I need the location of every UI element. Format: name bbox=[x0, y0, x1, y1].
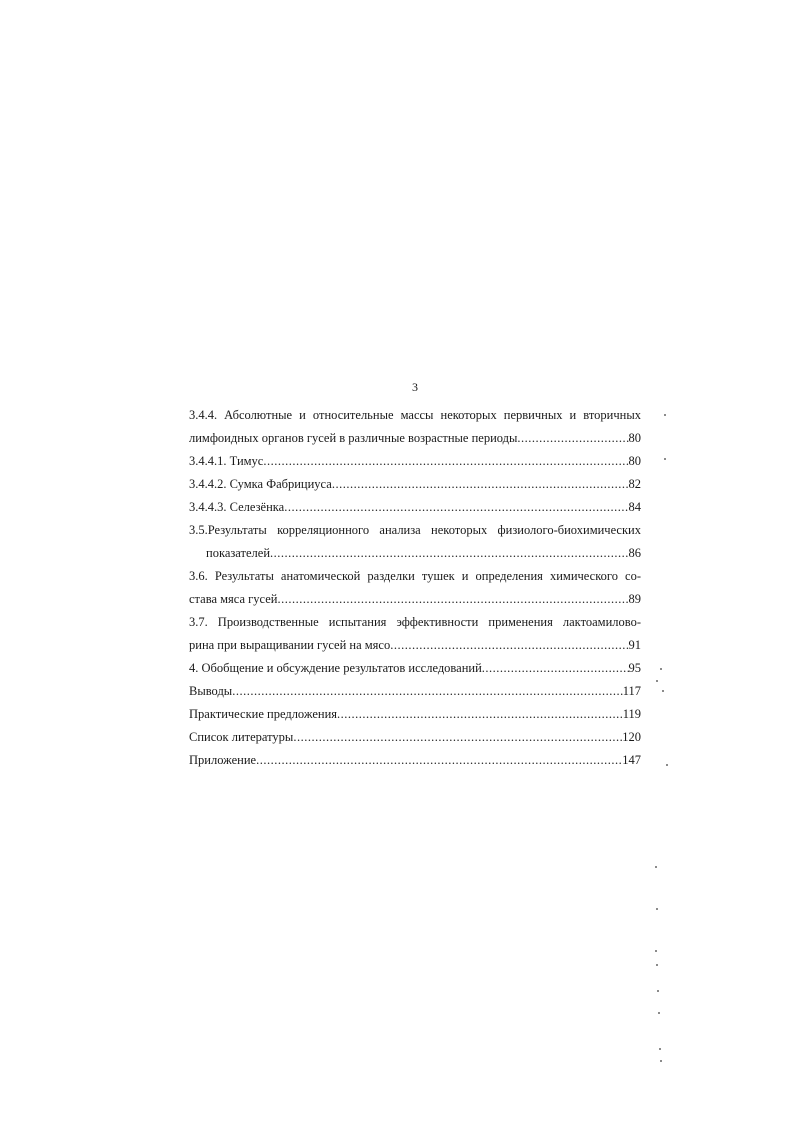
scan-speck bbox=[655, 866, 657, 868]
toc-entry-text: Практические предложения bbox=[189, 707, 338, 721]
toc-entry-3-4-4-line2 bbox=[189, 427, 641, 450]
scan-speck bbox=[658, 1012, 660, 1014]
leader-dots bbox=[284, 496, 628, 519]
toc-entry-3-6-line2 bbox=[189, 588, 641, 611]
toc-entry-3-7-line1 bbox=[189, 611, 641, 634]
scan-speck bbox=[662, 690, 664, 692]
toc-entry-text: 3.4.4.2. Сумка Фабрициуса bbox=[189, 477, 332, 491]
page-number: 3 bbox=[412, 380, 418, 394]
toc-entry-3-5-line2 bbox=[189, 542, 641, 565]
toc-entry-text: Выводы bbox=[189, 684, 233, 698]
leader-dots bbox=[390, 634, 628, 657]
toc-entry-text: рина при выращивании гусей на мясо bbox=[189, 638, 391, 652]
toc-page-number: 84 bbox=[628, 500, 641, 514]
toc-page-number: 86 bbox=[628, 546, 641, 560]
toc-entry-conclusions bbox=[189, 680, 641, 703]
scan-speck bbox=[657, 990, 659, 992]
leader-dots bbox=[256, 749, 622, 772]
leader-dots bbox=[337, 703, 623, 726]
toc-entry-3-4-4-1 bbox=[189, 450, 641, 473]
leader-dots bbox=[517, 427, 628, 450]
toc-entry-3-5-line1 bbox=[189, 519, 641, 542]
toc-page-number: 95 bbox=[628, 661, 641, 675]
leader-dots bbox=[293, 726, 622, 749]
toc-entry-text: става мяса гусей bbox=[189, 592, 278, 606]
toc-page-number: 147 bbox=[622, 753, 641, 767]
toc-page-number: 91 bbox=[628, 638, 641, 652]
scan-speck bbox=[656, 908, 658, 910]
toc-entry-text: 4. Обобщение и обсуждение результатов исследований bbox=[189, 661, 482, 675]
toc-entry-text: 3.4.4.1. Тимус bbox=[189, 454, 264, 468]
scan-speck bbox=[656, 680, 658, 682]
toc-page-number: 117 bbox=[622, 684, 641, 698]
toc-entry-3-4-4-3 bbox=[189, 496, 641, 519]
toc-entry-text: 3.4.4. Абсолютные и относительные массы некоторых первичных и вторичных bbox=[189, 408, 641, 422]
toc-entry-text: показателей bbox=[206, 546, 271, 560]
scan-speck bbox=[660, 1060, 662, 1062]
toc-entry-text: Список литературы bbox=[189, 730, 294, 744]
toc-entry-text: 3.7. Производственные испытания эффективности применения лактоамилово- bbox=[189, 615, 641, 629]
toc-page-number: 89 bbox=[628, 592, 641, 606]
scan-speck bbox=[655, 950, 657, 952]
scan-speck bbox=[664, 414, 666, 416]
leader-dots bbox=[277, 588, 628, 611]
toc-page-number: 119 bbox=[622, 707, 641, 721]
scan-speck bbox=[664, 458, 666, 460]
toc-entry-text: 3.5.Результаты корреляционного анализа некоторых физиолого-биохимических bbox=[189, 523, 641, 537]
toc-page-number: 82 bbox=[628, 477, 641, 491]
toc-entry-3-7-line2 bbox=[189, 634, 641, 657]
table-of-contents bbox=[189, 404, 641, 772]
toc-page-number: 80 bbox=[628, 454, 641, 468]
toc-entry-appendix bbox=[189, 749, 641, 772]
toc-entry-4 bbox=[189, 657, 641, 680]
toc-entry-text: лимфоидных органов гусей в различные возрастные периоды bbox=[189, 431, 518, 445]
leader-dots bbox=[232, 680, 623, 703]
toc-entry-text: 3.6. Результаты анатомической разделки тушек и определения химического со- bbox=[189, 569, 641, 583]
scan-speck bbox=[656, 964, 658, 966]
scan-speck bbox=[660, 668, 662, 670]
leader-dots bbox=[263, 450, 628, 473]
toc-entry-practical-proposals bbox=[189, 703, 641, 726]
toc-entry-references bbox=[189, 726, 641, 749]
blank-top-area bbox=[0, 0, 795, 360]
toc-entry-3-4-4-line1 bbox=[189, 404, 641, 427]
toc-entry-3-6-line1 bbox=[189, 565, 641, 588]
leader-dots bbox=[482, 657, 629, 680]
toc-entry-text: 3.4.4.3. Селезёнка bbox=[189, 500, 285, 514]
scan-speck bbox=[666, 764, 668, 766]
leader-dots bbox=[270, 542, 628, 565]
toc-page-number: 80 bbox=[628, 431, 641, 445]
leader-dots bbox=[332, 473, 629, 496]
toc-entry-text: Приложение bbox=[189, 753, 257, 767]
toc-page-number: 120 bbox=[622, 730, 641, 744]
toc-entry-3-4-4-2 bbox=[189, 473, 641, 496]
scan-speck bbox=[659, 1048, 661, 1050]
